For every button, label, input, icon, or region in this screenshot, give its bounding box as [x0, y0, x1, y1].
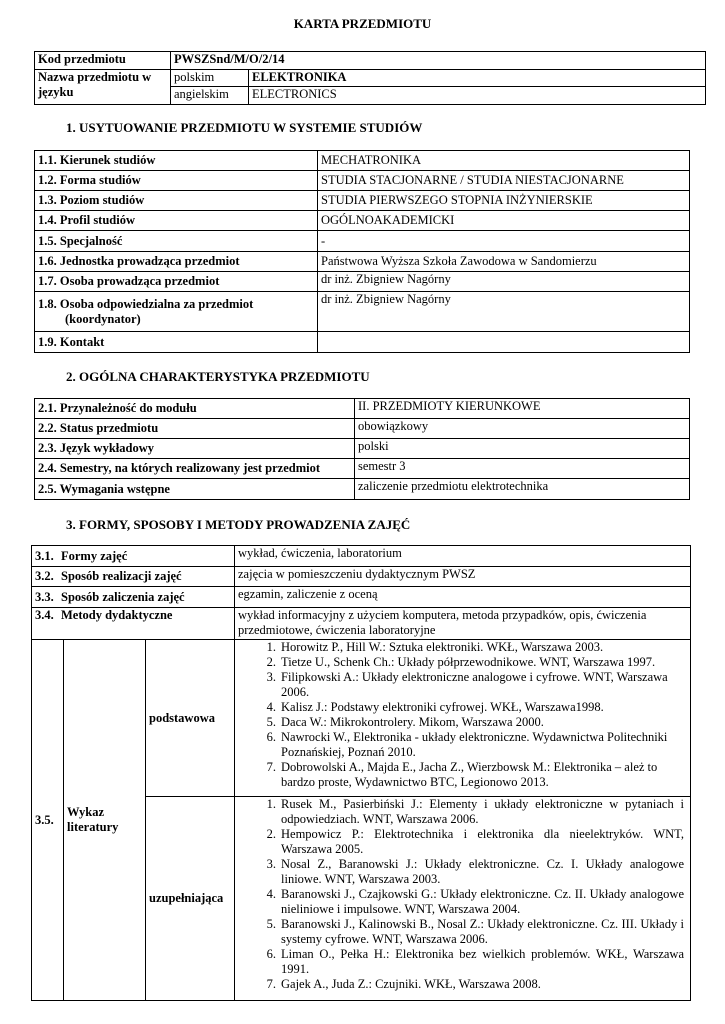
coordinator-label [35, 292, 318, 332]
row-number: 3.1. [35, 548, 54, 563]
list-item [238, 760, 684, 790]
row-label: 1.2. Forma studiów [35, 171, 318, 191]
item-text: Hempowicz P.: Elektrotechnika i elektronika dla nieelektryków. WNT, Warszawa 2005. [281, 827, 684, 856]
row-label: 1.3. Poziom studiów [35, 191, 318, 211]
list-item [238, 655, 684, 670]
row-value: dr inż. Zbigniew Nagórny [318, 272, 690, 292]
row-label: 2.2. Status przedmiotu [35, 419, 355, 439]
literature-label-line1: Wykaz [67, 805, 105, 819]
row-label: 1.9. Kontakt [35, 332, 318, 353]
row-value: OGÓLNOAKADEMICKI [318, 211, 690, 231]
item-number: 1. [266, 797, 276, 811]
row-value: polski [355, 439, 690, 459]
section3-table [31, 545, 691, 1001]
list-item [238, 797, 684, 827]
row-value: II. PRZEDMIOTY KIERUNKOWE [355, 399, 690, 419]
list-item [238, 700, 684, 715]
item-number: 5. [266, 917, 276, 931]
item-number: 7. [266, 977, 276, 991]
section1-table [34, 150, 690, 353]
item-text: Kalisz J.: Podstawy elektroniki cyfrowej. WKŁ, Warszawa1998. [281, 700, 604, 714]
row-number: 3.3. [35, 589, 54, 604]
row-value: STUDIA STACJONARNE / STUDIA NIESTACJONARNE [318, 171, 690, 191]
item-number: 4. [266, 887, 276, 901]
row-value: STUDIA PIERWSZEGO STOPNIA INŻYNIERSKIE [318, 191, 690, 211]
extra-literature-list [238, 797, 684, 992]
name-label: Nazwa przedmiotu w języku [35, 70, 171, 105]
row-label: 1.7. Osoba prowadząca przedmiot [35, 272, 318, 292]
item-text: Horowitz P., Hill W.: Sztuka elektroniki. WKŁ, Warszawa 2003. [281, 640, 604, 654]
item-number: 4. [266, 700, 276, 714]
list-item [238, 887, 684, 917]
assessment-label [32, 587, 235, 608]
list-item [238, 947, 684, 977]
row-value: wykład, ćwiczenia, laboratorium [235, 546, 691, 567]
item-text: Baranowski J., Czajkowski G.: Układy elektroniczne. Cz. II. Układy analogowe nieliniowe i impulsowe. WNT, Warszawa 2004. [281, 887, 684, 916]
list-item [238, 730, 684, 760]
basic-literature-list [238, 640, 684, 790]
item-number: 6. [266, 947, 276, 961]
row-number: 3.4. [35, 608, 54, 622]
item-text: Tietze U., Schenk Ch.: Układy półprzewodnikowe. WNT, Warszawa 1997. [281, 655, 656, 669]
row-label: 1.1. Kierunek studiów [35, 151, 318, 171]
item-number: 3. [266, 857, 276, 871]
item-number: 2. [266, 655, 276, 669]
row-value: obowiązkowy [355, 419, 690, 439]
row-number: 3.2. [35, 569, 54, 583]
code-value: PWSZSnd/M/O/2/14 [171, 52, 706, 70]
item-number: 2. [266, 827, 276, 841]
literature-label-line2: literatury [67, 820, 119, 834]
section2-title: 2. OGÓLNA CHARAKTERYSTYKA PRZEDMIOTU [66, 369, 370, 384]
list-item [238, 827, 684, 857]
row-value: MECHATRONIKA [318, 151, 690, 171]
item-text: Dobrowolski A., Majda E., Jacha Z., Wierzbowsk M.: Elektronika – ależ to bardzo proste, Wydawnictwo BTC, Legionowo 2013. [281, 760, 658, 789]
item-number: 5. [266, 715, 276, 729]
coordinator-label-line2: (koordynator) [65, 311, 141, 326]
row-label: 1.6. Jednostka prowadząca przedmiot [35, 252, 318, 272]
polish-name: ELEKTRONIKA [249, 70, 706, 87]
list-item [238, 917, 684, 947]
english-label: angielskim [171, 87, 249, 105]
basic-literature-label: podstawowa [146, 640, 235, 797]
item-text: Baranowski J., Kalinowski B., Nosal Z.: Układy elektroniczne. Cz. III. Układy i systemy cyfrowe. WNT, Warszawa 2006. [281, 917, 684, 946]
methods-value: wykład informacyjny z użyciem komputera, metoda przypadków, opis, ćwiczenia przedmiotowe, ćwiczenia laboratoryjne [235, 608, 691, 640]
literature-label [64, 640, 146, 1001]
row-label: 2.3. Język wykładowy [35, 439, 355, 459]
row-value: semestr 3 [355, 459, 690, 479]
list-item [238, 670, 684, 700]
row-value: egzamin, zaliczenie z oceną [235, 587, 691, 608]
basic-literature-cell [235, 640, 691, 797]
document-title: KARTA PRZEDMIOTU [293, 16, 432, 31]
row-label: 2.5. Wymagania wstępne [35, 479, 355, 500]
row-label: Metody dydaktyczne [61, 608, 173, 622]
row-label: 1.5. Specjalność [35, 231, 318, 252]
item-text: Filipkowski A.: Układy elektroniczne analogowe i cyfrowe. WNT, Warszawa 2006. [281, 670, 668, 699]
list-item [238, 857, 684, 887]
item-text: Liman O., Pełka H.: Elektronika bez wielkich problemów. WKŁ, Warszawa 1991. [281, 947, 684, 976]
item-number: 3. [266, 670, 276, 684]
row-value: zaliczenie przedmiotu elektrotechnika [355, 479, 690, 500]
row-value: zajęcia w pomieszczeniu dydaktycznym PWSZ [235, 567, 691, 587]
forms-label [32, 546, 235, 567]
item-number: 1. [266, 640, 276, 654]
english-name: ELECTRONICS [249, 87, 706, 105]
contact-value [318, 332, 690, 353]
list-item [238, 640, 684, 655]
item-text: Nosal Z., Baranowski J.: Układy elektroniczne. Cz. I. Układy analogowe liniowe. WNT, Warszawa 2003. [281, 857, 684, 886]
extra-literature-cell [235, 797, 691, 1001]
section3-title: 3. FORMY, SPOSOBY I METODY PROWADZENIA ZAJĘĆ [66, 517, 411, 532]
row-label: Sposób realizacji zajęć [61, 569, 182, 583]
item-text: Daca W.: Mikrokontrolery. Mikom, Warszawa 2000. [281, 715, 544, 729]
subject-header-table [34, 51, 706, 105]
literature-number: 3.5. [32, 640, 64, 1001]
list-item [238, 977, 684, 992]
methods-label [32, 608, 235, 640]
item-number: 6. [266, 730, 276, 744]
realization-label [32, 567, 235, 587]
extra-literature-label: uzupełniająca [146, 797, 235, 1001]
list-item [238, 715, 684, 730]
row-value: - [318, 231, 690, 252]
item-text: Rusek M., Pasierbiński J.: Elementy i układy elektroniczne w pytaniach i odpowiedziach. WNT, Warszawa 2006. [281, 797, 684, 826]
row-label: 2.1. Przynależność do modułu [35, 399, 355, 419]
polish-label: polskim [171, 70, 249, 87]
code-label: Kod przedmiotu [35, 52, 171, 70]
item-text: Gajek A., Juda Z.: Czujniki. WKŁ, Warszawa 2008. [281, 977, 541, 991]
section2-table [34, 398, 690, 500]
row-label: Sposób zaliczenia zajęć [61, 589, 185, 604]
row-label: Formy zajęć [61, 548, 128, 563]
item-number: 7. [266, 760, 276, 774]
row-label: 2.4. Semestry, na których realizowany jest przedmiot [35, 459, 355, 479]
row-label: 1.4. Profil studiów [35, 211, 318, 231]
coordinator-label-line1: 1.8. Osoba odpowiedzialna za przedmiot [38, 296, 254, 311]
row-value: dr inż. Zbigniew Nagórny [318, 292, 690, 332]
item-text: Nawrocki W., Elektronika - układy elektroniczne. Wydawnictwa Politechniki Poznańskiej, Poznań 2010. [281, 730, 668, 759]
section1-title: 1. USYTUOWANIE PRZEDMIOTU W SYSTEMIE STUDIÓW [66, 120, 423, 135]
row-value: Państwowa Wyższa Szkoła Zawodowa w Sandomierzu [318, 252, 690, 272]
